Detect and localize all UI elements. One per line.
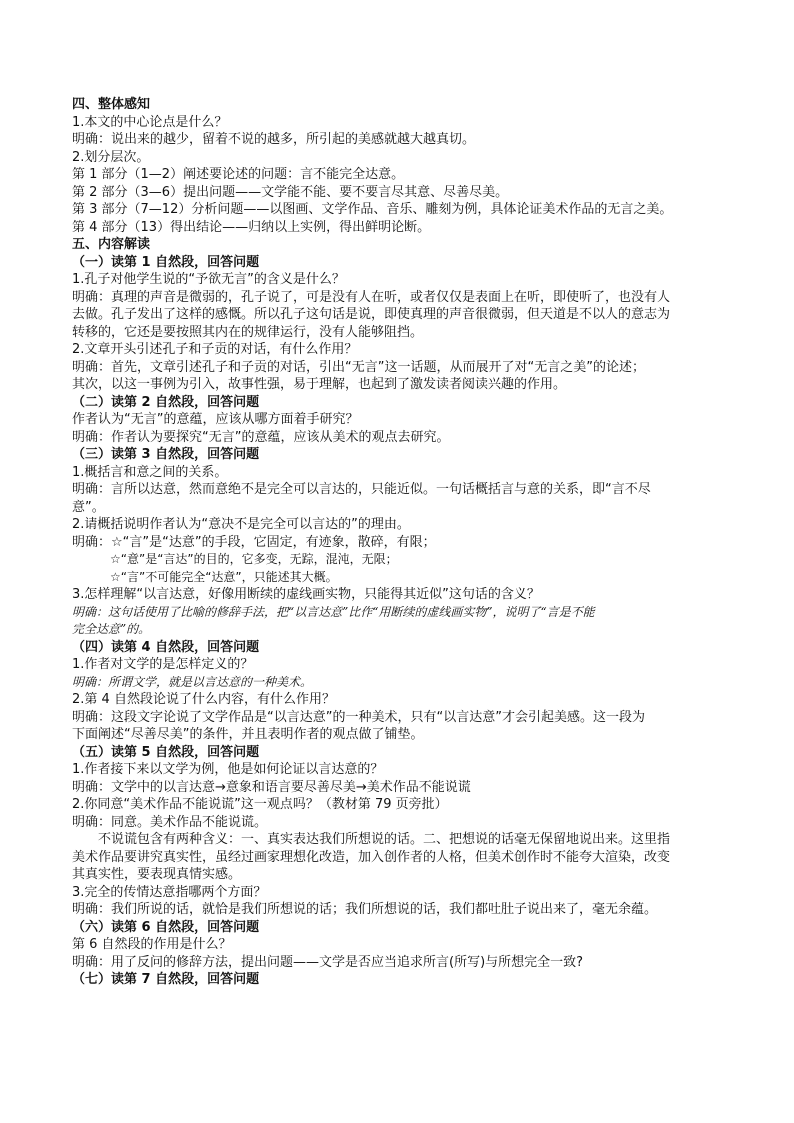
text-line: 明确：☆“言”是“达意”的手段，它固定，有迹象，散碎，有限； (72, 534, 436, 550)
text-line: 去做。孔子发出了这样的感慨。所以孔子这句话是说，即使真理的声音很微弱，但天道是不以人的意志为 (72, 307, 671, 322)
text-line: 不说谎包含有两种含义：一、真实表达我们所想说的话。二、把想说的话毫无保留地说出来。这里指 (98, 832, 671, 847)
text-line: 明确：我们所说的话，就恰是我们所想说的话；我们所想说的话，我们都吐肚子说出来了，毫无余蕴。 (72, 902, 658, 917)
text-line: 作者认为“无言”的意蕴，应该从哪方面着手研究？ (72, 412, 359, 427)
text-line: 3.怎样理解“以言达意，好像用断续的虚线画实物，只能得其近似”这句话的含义？ (72, 587, 540, 602)
text-line: 1.作者接下来以文学为例，他是如何论证以言达意的？ (72, 762, 384, 777)
section-heading: （六）读第 6 自然段，回答问题 (72, 919, 260, 935)
text-line: ☆“意”是“言达”的目的，它多变，无踪，混沌，无限； (110, 552, 398, 566)
section-heading: （四）读第 4 自然段，回答问题 (72, 639, 260, 655)
text-line: 第 3 部分（7—12）分析问题——以图画、文学作品、音乐、雕刻为例，具体论证美术作品的无言之美。 (72, 202, 673, 217)
text-line: 明确：文学中的以言达意→意象和语言要尽善尽美→美术作品不能说谎 (72, 779, 471, 795)
section-heading: 四、整体感知 (72, 97, 151, 112)
text-line: 2.你同意“美术作品不能说谎”这一观点吗？（教材第 79 页旁批） (72, 797, 448, 812)
text-line: 明确：说出来的越少，留着不说的越多，所引起的美感就越大越真切。 (72, 132, 476, 147)
text-line: 第 2 部分（3—6）提出问题——文学能不能、要不要言尽其意、尽善尽美。 (72, 184, 509, 200)
text-line: 3.完全的传情达意指哪两个方面？ (72, 884, 267, 900)
text-line: 明确：这段文字论说了文学作品是“以言达意”的一种美术，只有“以言达意”才会引起美感。这一段为 (72, 709, 645, 725)
text-line: 明确：所谓文学，就是以言达意的一种美术。 (72, 674, 313, 689)
text-line: 明确：首先，文章引述孔子和子贡的对话，引出“无言”这一话题，从而展开了对“无言之美”的论述； (72, 359, 645, 375)
text-line: 下面阐述“尽善尽美”的条件，并且表明作者的观点做了铺垫。 (72, 727, 424, 742)
text-line: 其次，以这一事例为引入，故事性强，易于理解，也起到了激发读者阅读兴趣的作用。 (72, 377, 567, 392)
document-page (72, 96, 732, 989)
section-heading: （二）读第 2 自然段，回答问题 (72, 394, 260, 410)
text-line: 明确：这句话使用了比喻的修辞手法，把“以言达意”比作“用断续的虚线画实物”，说明了“言是不能 (72, 604, 595, 619)
text-line: 第 4 部分（13）得出结论——归纳以上实例，得出鲜明论断。 (72, 219, 431, 235)
text-line: 2.第 4 自然段论说了什么内容，有什么作用？ (72, 692, 335, 707)
text-line: 明确：作者认为要探究“无言”的意蕴，应该从美术的观点去研究。 (72, 429, 450, 445)
section-heading: （五）读第 5 自然段，回答问题 (72, 744, 260, 760)
text-line: 其真实性，要表现真情实感。 (72, 867, 242, 882)
text-line: 2.请概括说明作者认为“意决不是完全可以言达的”的理由。 (72, 517, 410, 532)
text-line: 明确：言所以达意，然而意绝不是完全可以言达的，只能近似。一句话概括言与意的关系，即“言不尽 (72, 482, 651, 497)
text-line: 1.作者对文学的是怎样定义的？ (72, 657, 254, 672)
text-line: 意”。 (72, 499, 105, 515)
section-heading: （三）读第 3 自然段，回答问题 (72, 447, 260, 462)
text-line: 完全达意”的。 (72, 622, 151, 636)
text-line: 明确：用了反问的修辞方法，提出问题——文学是否应当追求所言(所写)与所想完全一致? (72, 954, 584, 970)
text-line: 转移的，它还是要按照其内在的规律运行，没有人能够阻挡。 (72, 324, 424, 340)
text-line: ☆“言”不可能完全“达意”，只能述其大概。 (110, 569, 338, 584)
text-line: 1.本文的中心论点是什么？ (72, 114, 228, 130)
text-line: 2.文章开头引述孔子和子贡的对话，有什么作用？ (72, 342, 358, 357)
text-line: 明确：真理的声音是微弱的，孔子说了，可是没有人在听，或者仅仅是表面上在听，即使听了，也没有人 (72, 289, 671, 305)
section-heading: （一）读第 1 自然段，回答问题 (72, 254, 260, 270)
text-line: 1.孔子对他学生说的“予欲无言”的含义是什么？ (72, 272, 345, 287)
text-line: 第 6 自然段的作用是什么？ (72, 937, 232, 952)
section-heading: （七）读第 7 自然段，回答问题 (72, 972, 260, 987)
text-line: 2.划分层次。 (72, 149, 150, 165)
text-line: 美术作品要讲究真实性，虽经过画家理想化改造，加入创作者的人格，但美术创作时不能夸大渲染，改变 (72, 849, 671, 865)
text-line: 1.概括言和意之间的关系。 (72, 464, 228, 480)
text-line: 明确：同意。美术作品不能说谎。 (72, 814, 268, 830)
text-line: 第 1 部分（1—2）阐述要论述的问题：言不能完全达意。 (72, 167, 405, 182)
section-heading: 五、内容解读 (72, 237, 151, 252)
